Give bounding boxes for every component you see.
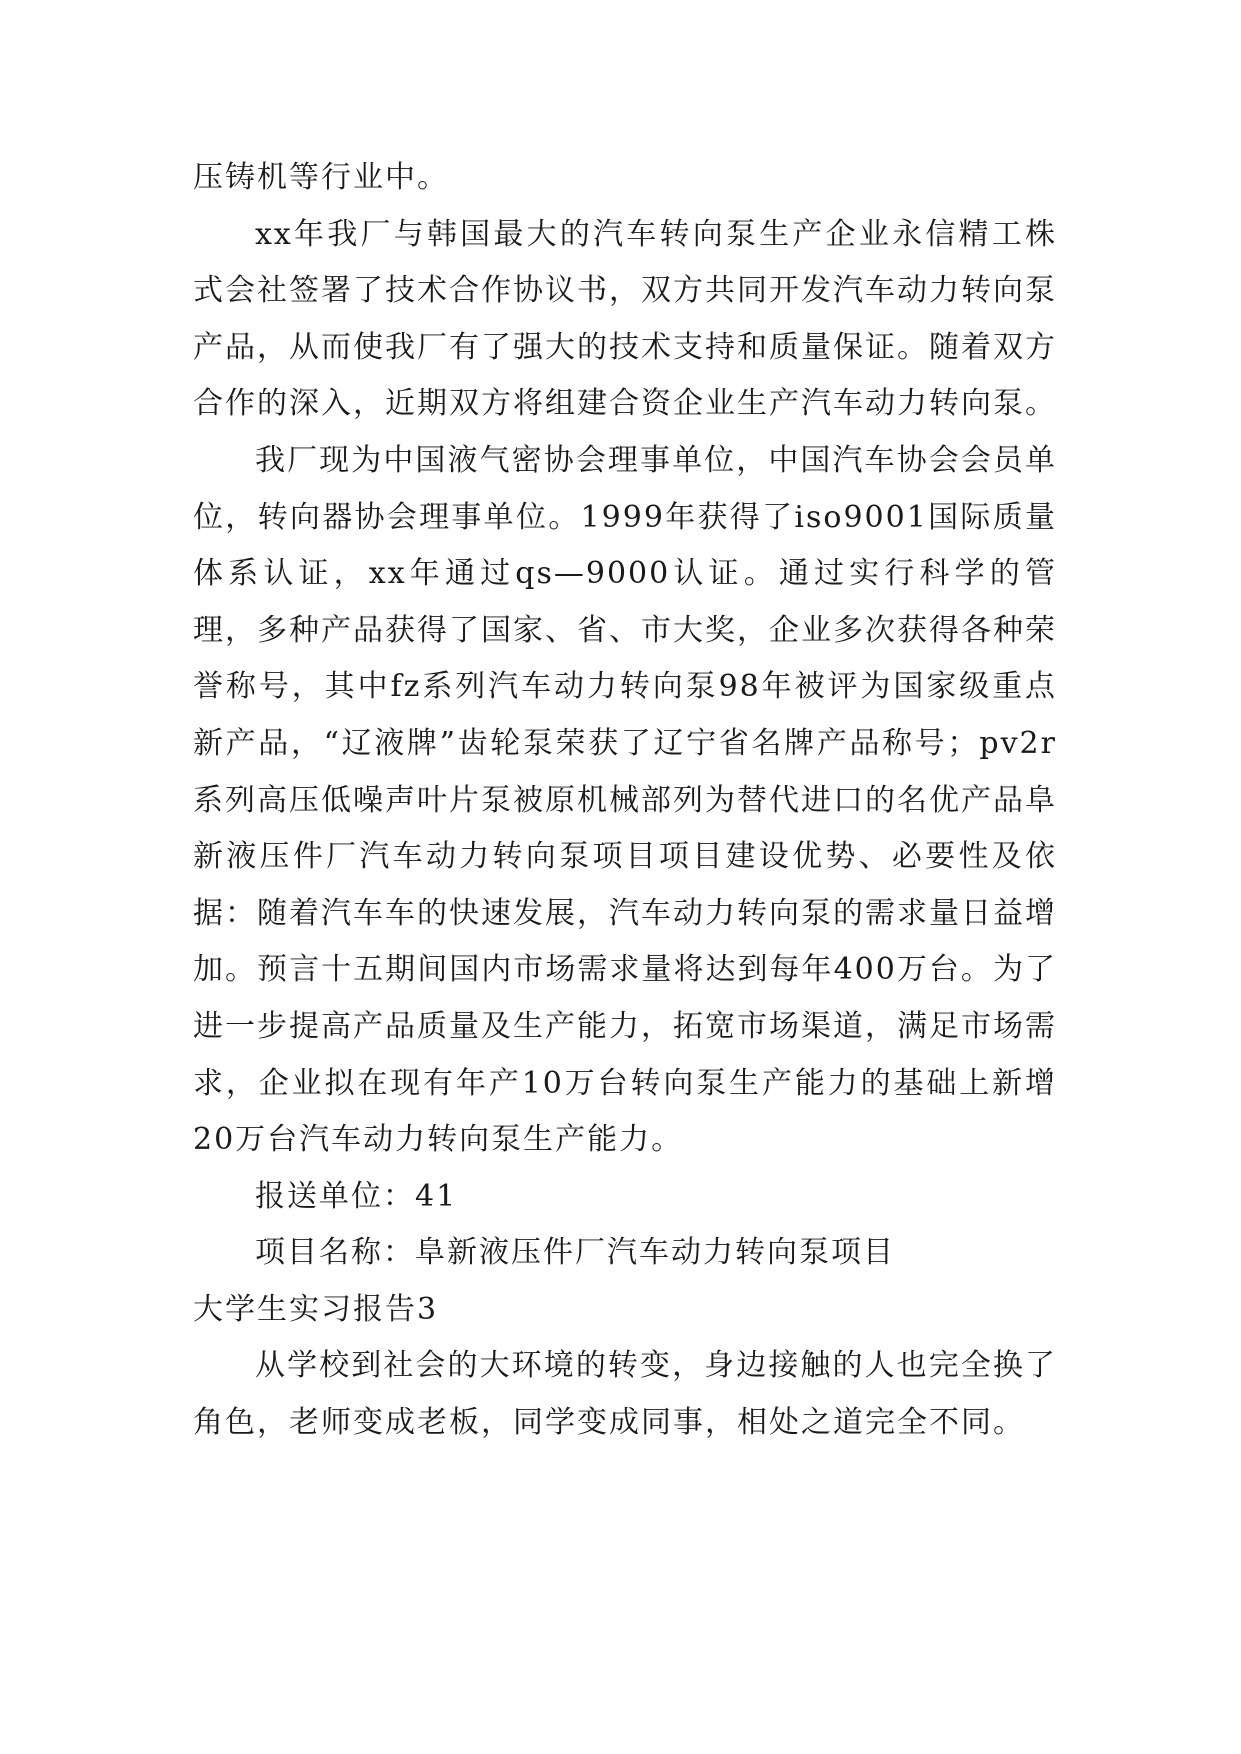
submitting-unit: 报送单位：41: [255, 1178, 458, 1214]
section-heading: 大学生实习报告3: [193, 1291, 439, 1327]
paragraph-continuation: 压铸机等行业中。: [193, 160, 449, 195]
paragraph-company-profile: 我厂现为中国液气密协会理事单位，中国汽车协会会员单位，转向器协会理事单位。1999年获得了iso9001国际质量体系认证，xx年通过qs—9000认证。通过实行科学的管理，多种产品获得了国家、省、市大奖，企业多次获得各种荣誉称号，其中fz系列汽车动力转向泵98年被评为国家级重点新产品，“辽液牌”齿轮泵荣获了辽宁省名牌产品称号；pv2r系列高压低噪声叶片泵被原机械部列为替代进口的名优产品阜新液压件厂汽车动力转向泵项目项目建设优势、必要性及依据：随着汽车车的快速发展，汽车动力转向泵的需求量日益增加。预言十五期间国内市场需求量将达到每年400万台。为了进一步提高产品质量及生产能力，拓宽市场渠道，满足市场需求，企业拟在现有年产10万台转向泵生产能力的基础上新增20万台汽车动力转向泵生产能力。: [193, 442, 1057, 1158]
paragraph-cooperation: xx年我厂与韩国最大的汽车转向泵生产企业永信精工株式会社签署了技术合作协议书，双方共同开发汽车动力转向泵产品，从而使我厂有了强大的技术支持和质量保证。随着双方合作的深入，近期双方将组建合资企业生产汽车动力转向泵。: [193, 216, 1057, 422]
document-body: [193, 150, 1057, 1452]
paragraph-internship: 从学校到社会的大环境的转变，身边接触的人也完全换了角色，老师变成老板，同学变成同事，相处之道完全不同。: [193, 1348, 1057, 1441]
project-name: 项目名称：阜新液压件厂汽车动力转向泵项目: [255, 1235, 895, 1271]
